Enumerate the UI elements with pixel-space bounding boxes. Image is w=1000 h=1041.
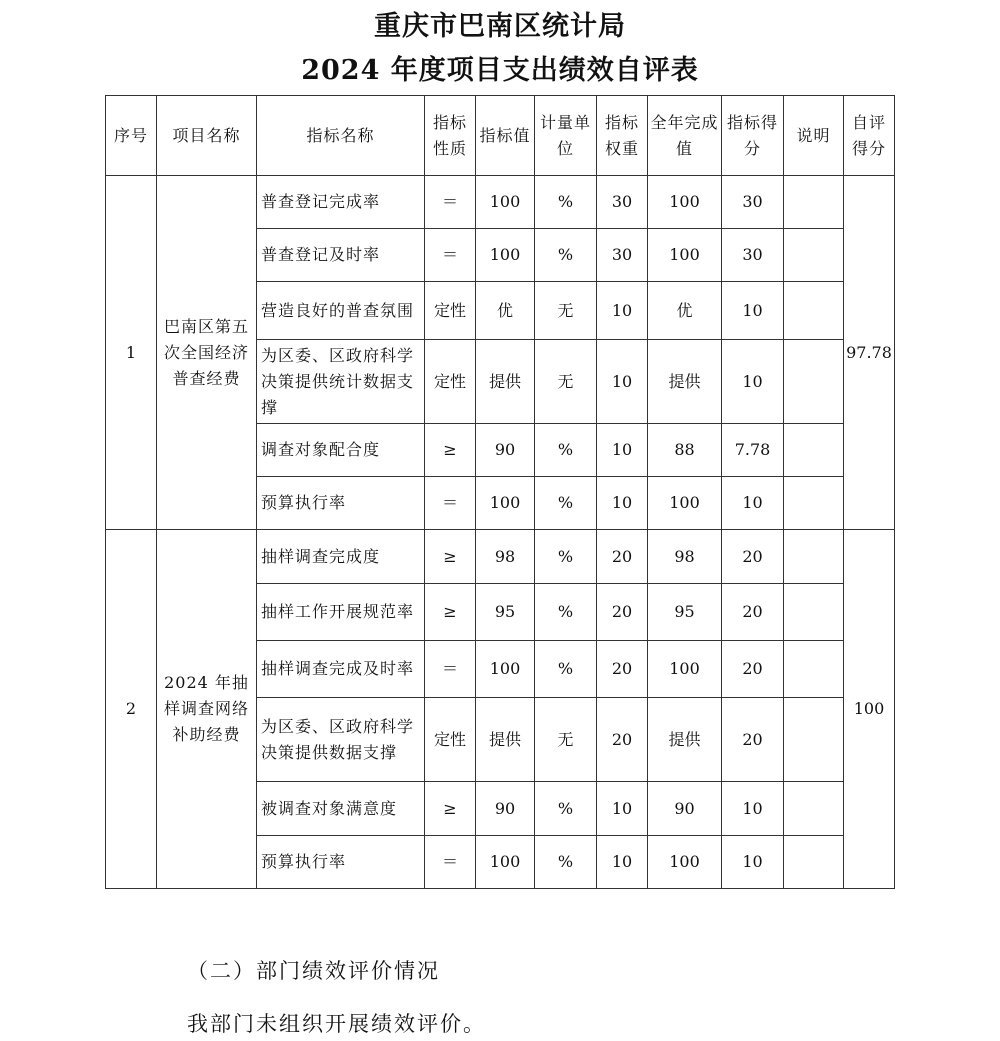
col-header: 自评得分 <box>844 96 895 176</box>
indicator-points: 20 <box>722 584 784 641</box>
indicator-weight: 10 <box>597 424 648 477</box>
indicator-nature: ≥ <box>425 584 476 641</box>
indicator-points: 30 <box>722 229 784 282</box>
indicator-value: 100 <box>476 477 535 530</box>
col-header: 指标权重 <box>597 96 648 176</box>
indicator-weight: 20 <box>597 584 648 641</box>
table-title: 2024 年度项目支出绩效自评表 <box>301 55 699 86</box>
indicator-name: 普查登记完成率 <box>257 176 425 229</box>
indicator-unit: 无 <box>535 698 597 782</box>
indicator-name: 营造良好的普查氛围 <box>257 282 425 340</box>
indicator-name: 预算执行率 <box>257 836 425 889</box>
indicator-weight: 30 <box>597 176 648 229</box>
section-heading: （二）部门绩效评价情况 <box>187 959 440 983</box>
indicator-weight: 20 <box>597 641 648 698</box>
indicator-value: 90 <box>476 782 535 836</box>
col-header: 说明 <box>784 96 844 176</box>
indicator-note <box>784 530 844 584</box>
indicator-actual: 95 <box>648 584 722 641</box>
indicator-note <box>784 424 844 477</box>
indicator-actual: 100 <box>648 641 722 698</box>
indicator-name: 抽样调查完成度 <box>257 530 425 584</box>
indicator-weight: 10 <box>597 477 648 530</box>
indicator-unit: % <box>535 584 597 641</box>
indicator-unit: % <box>535 176 597 229</box>
indicator-actual: 100 <box>648 477 722 530</box>
indicator-note <box>784 782 844 836</box>
indicator-note <box>784 176 844 229</box>
indicator-value: 提供 <box>476 340 535 424</box>
table-header-row <box>106 96 895 176</box>
indicator-note <box>784 698 844 782</box>
indicator-note <box>784 477 844 530</box>
indicator-value: 提供 <box>476 698 535 782</box>
col-header: 项目名称 <box>157 96 257 176</box>
indicator-value: 100 <box>476 836 535 889</box>
indicator-name: 为区委、区政府科学决策提供数据支撑 <box>257 698 425 782</box>
indicator-unit: 无 <box>535 340 597 424</box>
indicator-name: 抽样工作开展规范率 <box>257 584 425 641</box>
indicator-name: 抽样调查完成及时率 <box>257 641 425 698</box>
col-header: 指标名称 <box>257 96 425 176</box>
indicator-unit: % <box>535 641 597 698</box>
indicator-nature: ＝ <box>425 641 476 698</box>
indicator-value: 100 <box>476 176 535 229</box>
indicator-nature: 定性 <box>425 698 476 782</box>
indicator-unit: % <box>535 530 597 584</box>
indicator-name: 调查对象配合度 <box>257 424 425 477</box>
indicator-name: 预算执行率 <box>257 477 425 530</box>
indicator-nature: 定性 <box>425 340 476 424</box>
indicator-actual: 优 <box>648 282 722 340</box>
indicator-points: 20 <box>722 698 784 782</box>
project-name: 巴南区第五次全国经济普查经费 <box>157 176 257 530</box>
project-score: 100 <box>844 530 895 889</box>
indicator-actual: 88 <box>648 424 722 477</box>
indicator-name: 为区委、区政府科学决策提供统计数据支撑 <box>257 340 425 424</box>
indicator-note <box>784 340 844 424</box>
indicator-nature: ＝ <box>425 477 476 530</box>
indicator-unit: % <box>535 229 597 282</box>
project-no: 1 <box>106 176 157 530</box>
indicator-name: 普查登记及时率 <box>257 229 425 282</box>
indicator-weight: 10 <box>597 836 648 889</box>
indicator-points: 10 <box>722 477 784 530</box>
col-header: 全年完成值 <box>648 96 722 176</box>
indicator-actual: 90 <box>648 782 722 836</box>
org-title: 重庆市巴南区统计局 <box>374 11 626 42</box>
indicator-points: 30 <box>722 176 784 229</box>
indicator-points: 10 <box>722 836 784 889</box>
indicator-actual: 98 <box>648 530 722 584</box>
indicator-value: 优 <box>476 282 535 340</box>
indicator-value: 98 <box>476 530 535 584</box>
indicator-weight: 20 <box>597 530 648 584</box>
indicator-value: 100 <box>476 641 535 698</box>
indicator-value: 95 <box>476 584 535 641</box>
indicator-nature: 定性 <box>425 282 476 340</box>
indicator-note <box>784 836 844 889</box>
indicator-actual: 100 <box>648 836 722 889</box>
indicator-points: 20 <box>722 530 784 584</box>
indicator-note <box>784 584 844 641</box>
table-row <box>106 176 895 229</box>
performance-table <box>105 95 895 889</box>
indicator-unit: % <box>535 424 597 477</box>
indicator-points: 7.78 <box>722 424 784 477</box>
indicator-nature: ≥ <box>425 530 476 584</box>
indicator-note <box>784 229 844 282</box>
indicator-weight: 10 <box>597 282 648 340</box>
indicator-unit: % <box>535 836 597 889</box>
indicator-weight: 10 <box>597 782 648 836</box>
indicator-nature: ＝ <box>425 229 476 282</box>
indicator-nature: ≥ <box>425 424 476 477</box>
indicator-unit: 无 <box>535 282 597 340</box>
indicator-points: 10 <box>722 782 784 836</box>
project-score: 97.78 <box>844 176 895 530</box>
indicator-points: 20 <box>722 641 784 698</box>
indicator-nature: ≥ <box>425 782 476 836</box>
indicator-points: 10 <box>722 282 784 340</box>
indicator-actual: 100 <box>648 176 722 229</box>
col-header: 指标值 <box>476 96 535 176</box>
col-header: 指标性质 <box>425 96 476 176</box>
col-header: 指标得分 <box>722 96 784 176</box>
project-no: 2 <box>106 530 157 889</box>
indicator-actual: 100 <box>648 229 722 282</box>
indicator-value: 90 <box>476 424 535 477</box>
indicator-weight: 30 <box>597 229 648 282</box>
indicator-name: 被调查对象满意度 <box>257 782 425 836</box>
indicator-weight: 10 <box>597 340 648 424</box>
indicator-actual: 提供 <box>648 340 722 424</box>
indicator-points: 10 <box>722 340 784 424</box>
indicator-weight: 20 <box>597 698 648 782</box>
indicator-nature: ＝ <box>425 836 476 889</box>
section-text: 我部门未组织开展绩效评价。 <box>187 1012 486 1036</box>
indicator-note <box>784 282 844 340</box>
indicator-unit: % <box>535 782 597 836</box>
table-row <box>106 530 895 584</box>
indicator-actual: 提供 <box>648 698 722 782</box>
col-header: 序号 <box>106 96 157 176</box>
indicator-note <box>784 641 844 698</box>
project-name: 2024 年抽样调查网络补助经费 <box>157 530 257 889</box>
indicator-nature: ＝ <box>425 176 476 229</box>
col-header: 计量单位 <box>535 96 597 176</box>
indicator-unit: % <box>535 477 597 530</box>
indicator-value: 100 <box>476 229 535 282</box>
